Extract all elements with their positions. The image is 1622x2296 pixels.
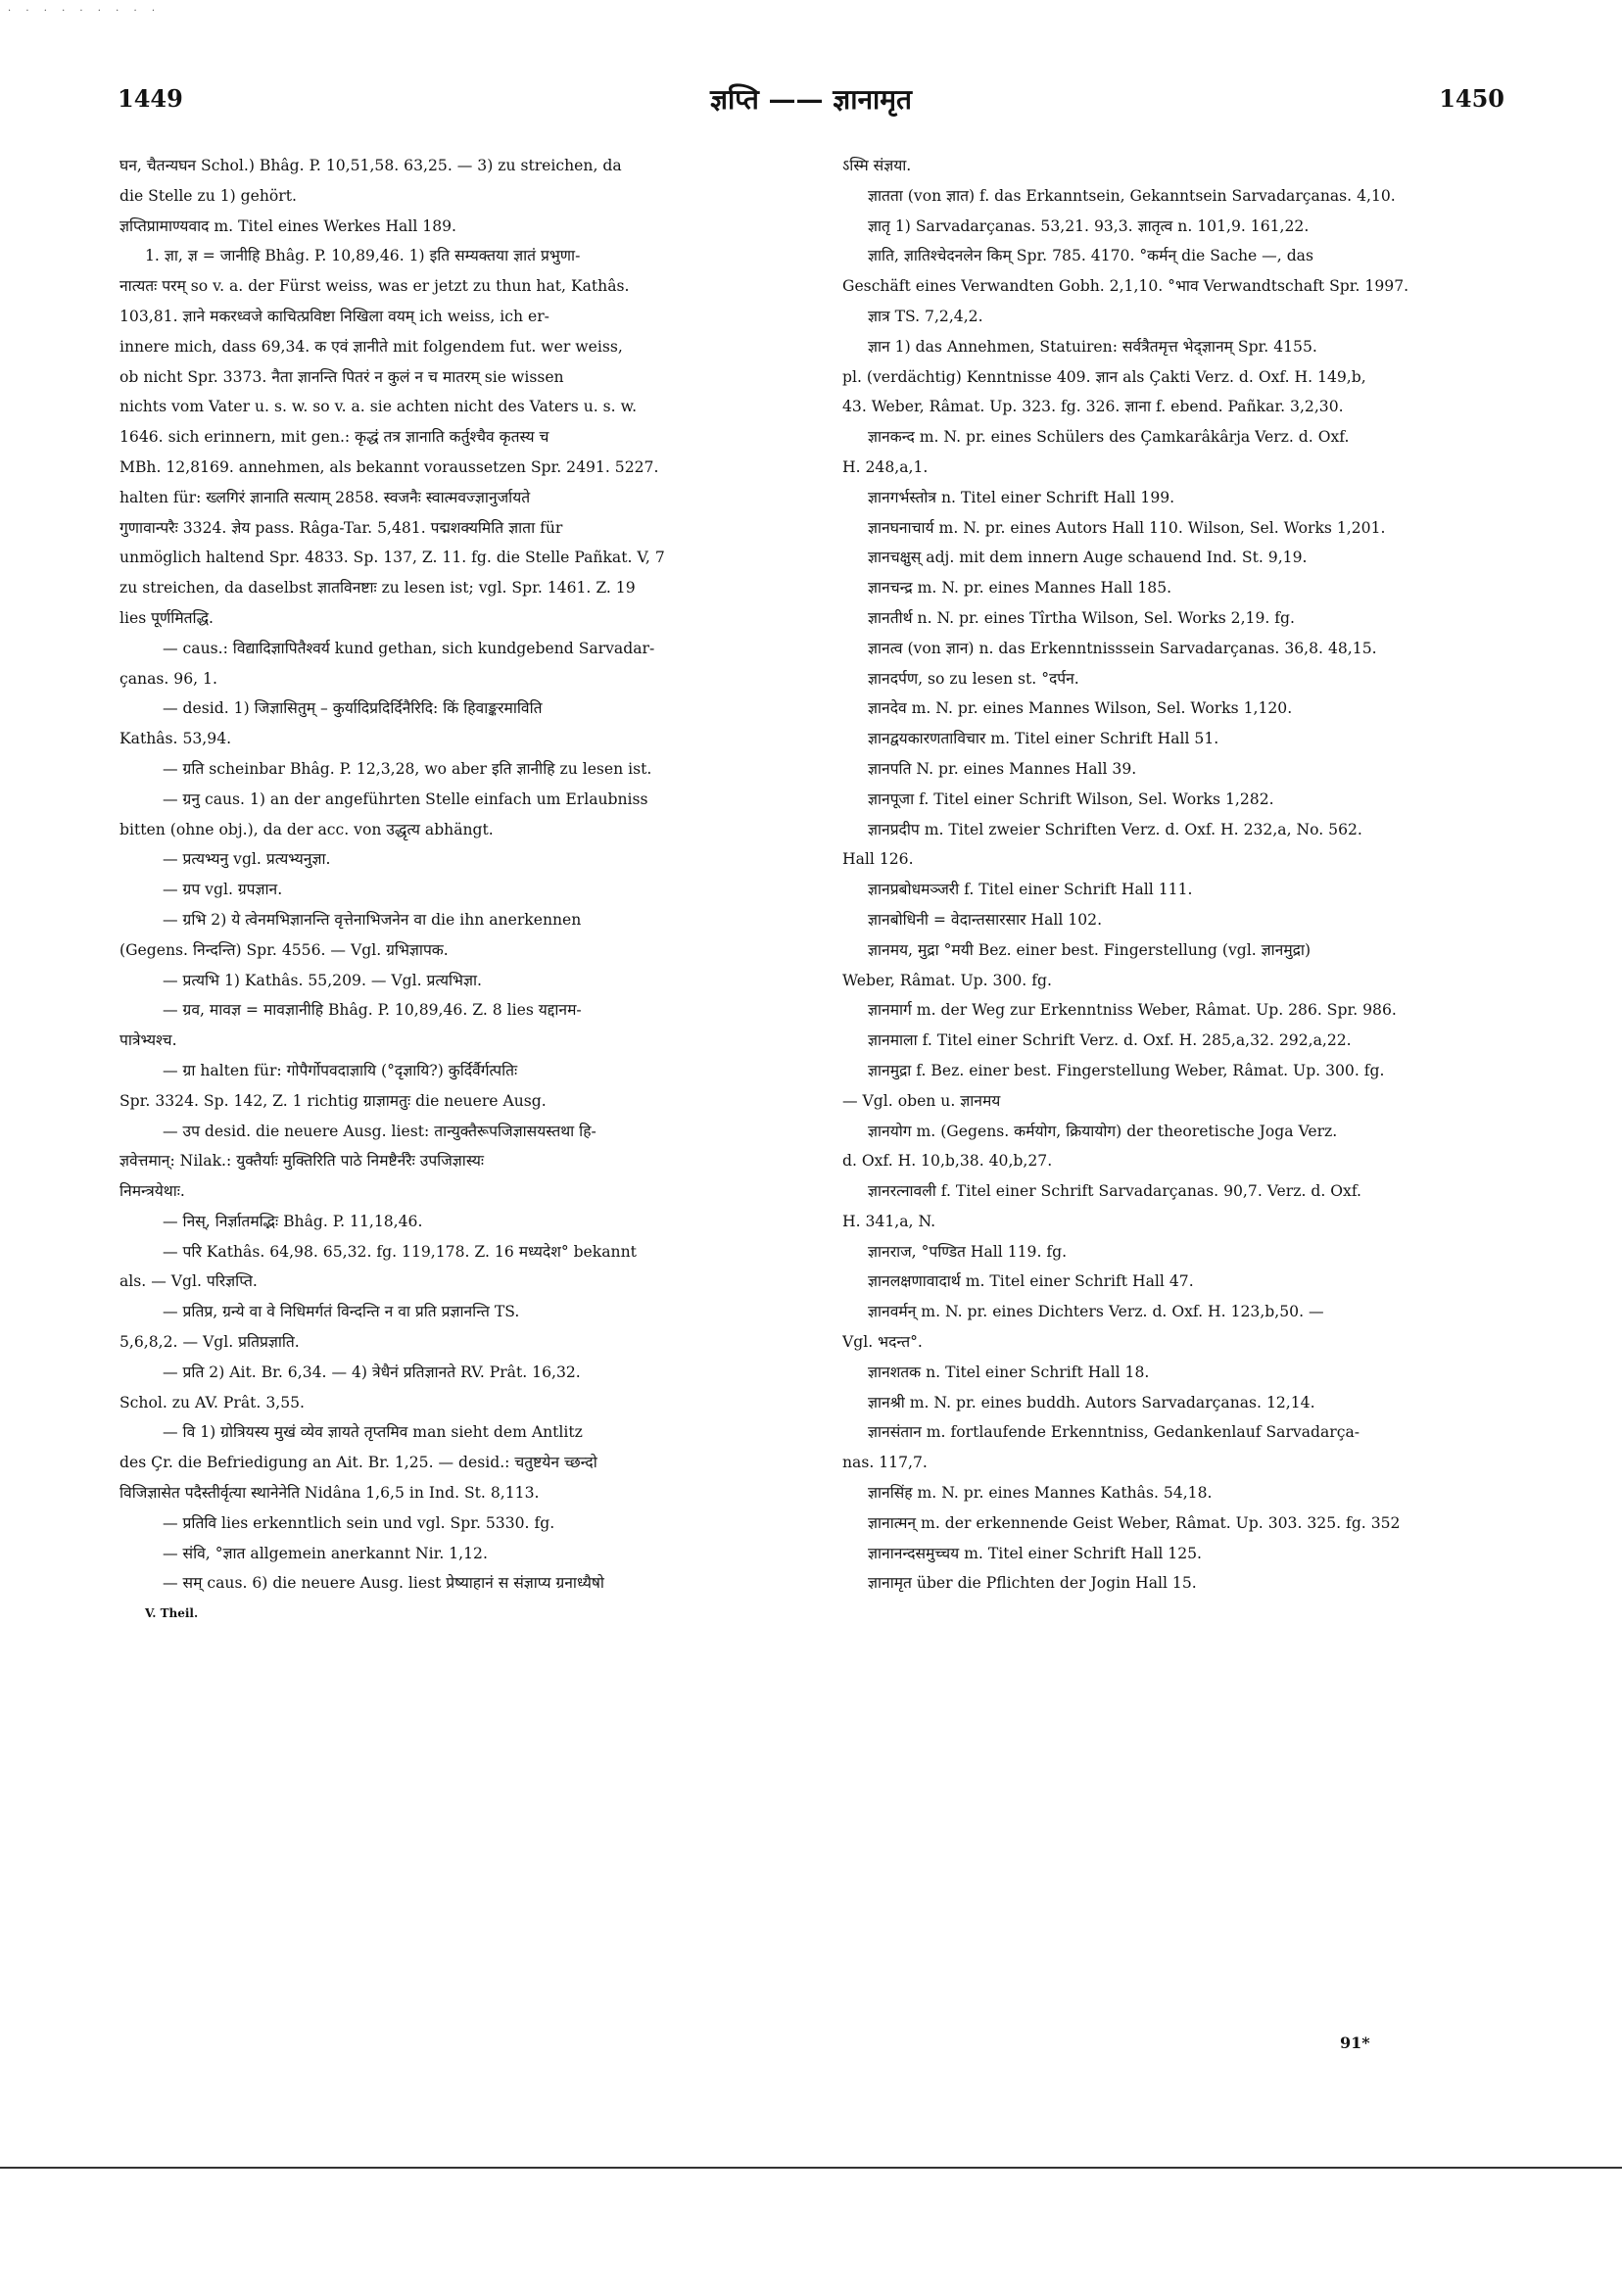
entry-line: ज्ञानदेव m. N. pr. eines Mannes Wilson, Sel. Works 1,120. xyxy=(868,699,1293,718)
left-column xyxy=(119,151,805,1629)
entry-line: 103,81. ज्ञाने मकरध्वजे काचित्प्रविष्टा निखिला वयम् ich weiss, ich er- xyxy=(119,307,549,325)
entry-line: ज्ञानमाला f. Titel einer Schrift Verz. d. Oxf. H. 285,a,32. 292,a,22. xyxy=(868,1031,1352,1050)
entry-line: 1646. sich erinnern, mit gen.: कृद्धं तत्र ज्ञानाति कर्तुश्चैव कृतस्य च xyxy=(119,428,549,447)
entry-line: Geschäft eines Verwandten Gobh. 2,1,10. °भाव Verwandtschaft Spr. 1997. xyxy=(842,277,1409,296)
entry-line: als. — Vgl. परिज्ञप्ति. xyxy=(119,1272,258,1291)
entry-line: ज्ञवेत्तमान्: Nilak.: युक्तैर्याः मुक्तिरिति पाठे निमष्टैर्नरैः उपजिज्ञास्यः xyxy=(119,1152,485,1171)
entry-line: MBh. 12,8169. annehmen, als bekannt voraussetzen Spr. 2491. 5227. xyxy=(119,457,659,476)
entry-line: — प्रति 2) Ait. Br. 6,34. — 4) त्रेधैनं प्रतिज्ञानते RV. Prât. 16,32. xyxy=(163,1363,581,1381)
entry-line: ज्ञाति, ज्ञातिश्चेदनलेन किम् Spr. 785. 4170. °कर्मन् die Sache —, das xyxy=(868,247,1313,265)
entry-line: — ग्रव, मावज्ञ = मावज्ञानीहि Bhâg. P. 10,89,46. Z. 8 lies यद्दानम- xyxy=(163,1001,582,1020)
entry-line: — ग्रनु caus. 1) an der angeführten Stelle einfach um Erlaubniss xyxy=(163,789,648,808)
page-number-right: 1450 xyxy=(1439,84,1504,113)
entry-line: ज्ञान 1) das Annehmen, Statuiren: सर्वत्रैतमृत्त भेद्ज्ञानम् Spr. 4155. xyxy=(868,337,1317,356)
entry-line: ज्ञानमार्ग m. der Weg zur Erkenntniss Weber, Râmat. Up. 286. Spr. 986. xyxy=(868,1001,1397,1020)
entry-line: — परि Kathâs. 64,98. 65,32. fg. 119,178. Z. 16 मध्यदेश° bekannt xyxy=(163,1242,637,1261)
entry-line: ज्ञानप्रबोधमञ्जरी f. Titel einer Schrift Hall 111. xyxy=(868,881,1193,899)
entry-line: çanas. 96, 1. xyxy=(119,669,217,688)
entry-line: ज्ञानगर्भस्तोत्र n. Titel einer Schrift Hall 199. xyxy=(868,488,1175,506)
entry-line: innere mich, dass 69,34. क एवं ज्ञानीते mit folgendem fut. wer weiss, xyxy=(119,337,623,356)
entry-line: lies पूर्णमितद्धि. xyxy=(119,608,215,627)
entry-line: Kathâs. 53,94. xyxy=(119,730,232,748)
entry-line: (Gegens. निन्दन्ति) Spr. 4556. — Vgl. ग्रभिज्ञापक. xyxy=(119,940,449,959)
entry-line: ज्ञानश्री m. N. pr. eines buddh. Autors Sarvadarçanas. 12,14. xyxy=(868,1393,1315,1411)
entry-line: — ग्रा halten für: गोपैर्गोपवदाज्ञायि (°दृज्ञायि?) कुर्दिर्वैर्गत्पतिः xyxy=(163,1061,518,1079)
entry-line: ज्ञात्र TS. 7,2,4,2. xyxy=(868,307,983,325)
entry-line: ज्ञानात्मन् m. der erkennende Geist Weber, Râmat. Up. 303. 325. fg. 352 xyxy=(868,1513,1401,1532)
entry-line: nas. 117,7. xyxy=(842,1454,928,1472)
entry-line: पात्रेभ्यश्च. xyxy=(119,1031,177,1050)
entry-line: — प्रतिवि lies erkenntlich sein und vgl. Spr. 5330. fg. xyxy=(163,1513,555,1532)
entry-line: pl. (verdächtig) Kenntnisse 409. ज्ञान als Çakti Verz. d. Oxf. H. 149,b, xyxy=(842,367,1366,386)
entry-line: ज्ञानसिंह m. N. pr. eines Mannes Kathâs. 54,18. xyxy=(868,1484,1213,1503)
entry-line: H. 248,a,1. xyxy=(842,457,929,476)
entry-line: — संवि, °ज्ञात allgemein anerkannt Nir. 1,12. xyxy=(163,1544,488,1562)
entry-line: 5,6,8,2. — Vgl. प्रतिप्रज्ञाति. xyxy=(119,1333,300,1352)
entry-line: ज्ञानदर्पण, so zu lesen st. °दर्पन. xyxy=(868,669,1079,688)
entry-line: unmöglich haltend Spr. 4833. Sp. 137, Z. 11. fg. die Stelle Pañkat. V, 7 xyxy=(119,549,665,567)
entry-line: ज्ञानकन्द m. N. pr. eines Schülers des Çamkarâkârja Verz. d. Oxf. xyxy=(868,428,1350,447)
entry-line: H. 341,a, N. xyxy=(842,1212,936,1230)
entry-line: ज्ञानचक्षुस् adj. mit dem innern Auge schauend Ind. St. 9,19. xyxy=(868,549,1308,567)
page-header xyxy=(118,84,1504,123)
entry-line: 43. Weber, Râmat. Up. 323. fg. 326. ज्ञाना f. ebend. Pañkar. 3,2,30. xyxy=(842,398,1344,416)
entry-line: ज्ञप्तिप्रामाण्यवाद m. Titel eines Werkes Hall 189. xyxy=(119,216,456,235)
entry-line: ज्ञातृ 1) Sarvadarçanas. 53,21. 93,3. ज्ञातृत्व n. 101,9. 161,22. xyxy=(868,216,1310,235)
entry-line: ज्ञानतीर्थ n. N. pr. eines Tîrtha Wilson, Sel. Works 2,19. fg. xyxy=(868,608,1295,627)
entry-line: 1. ज्ञा, ज्ञ = जानीहि Bhâg. P. 10,89,46. 1) इति सम्यक्तया ज्ञातं प्रभुणा- xyxy=(145,247,581,265)
entry-line: Weber, Râmat. Up. 300. fg. xyxy=(842,971,1052,989)
entry-line: ज्ञानवर्मन् m. N. pr. eines Dichters Verz. d. Oxf. H. 123,b,50. — xyxy=(868,1303,1324,1321)
entry-line: ज्ञानशतक n. Titel einer Schrift Hall 18. xyxy=(868,1363,1150,1381)
entry-line: ज्ञानद्वयकारणताविचार m. Titel einer Schrift Hall 51. xyxy=(868,730,1219,748)
entry-line: विजिज्ञासेत पदैस्तीर्वृत्या स्थानेनेति Nidâna 1,6,5 in Ind. St. 8,113. xyxy=(119,1484,540,1503)
entry-line: — वि 1) ग्रोत्रियस्य मुखं व्येव ज्ञायते तृप्तमिव man sieht dem Antlitz xyxy=(163,1423,583,1442)
entry-line: Spr. 3324. Sp. 142, Z. 1 richtig ग्राज्ञामतुः die neuere Ausg. xyxy=(119,1091,547,1110)
entry-line: zu streichen, da daselbst ज्ञातविनष्टाः zu lesen ist; vgl. Spr. 1461. Z. 19 xyxy=(119,579,636,598)
entry-line: ज्ञानमुद्रा f. Bez. einer best. Fingerstellung Weber, Râmat. Up. 300. fg. xyxy=(868,1061,1385,1079)
entry-line: — Vgl. oben u. ज्ञानमय xyxy=(842,1091,1001,1110)
entry-line: ob nicht Spr. 3373. नैता ज्ञानन्ति पितरं न कुलं न च मातरम् sie wissen xyxy=(119,367,564,386)
entry-line: ज्ञानयोग m. (Gegens. कर्मयोग, क्रियायोग) der theoretische Joga Verz. xyxy=(868,1122,1338,1140)
entry-line: — caus.: विद्यादिज्ञापितैश्वर्य kund gethan, sich kundgebend Sarvadar- xyxy=(163,639,655,657)
entry-line: — निस्, निर्ज्ञातमद्भिः Bhâg. P. 11,18,46. xyxy=(163,1212,423,1230)
entry-line: ज्ञानलक्षणावादार्थ m. Titel einer Schrift Hall 47. xyxy=(868,1272,1194,1291)
bottom-rule xyxy=(0,2167,1622,2169)
entry-line: ज्ञानत्व (von ज्ञान) n. das Erkenntnisssein Sarvadarçanas. 36,8. 48,15. xyxy=(868,639,1377,657)
entry-line: des Çr. die Befriedigung an Ait. Br. 1,25. — desid.: चतुष्टयेन च्छन्दो xyxy=(119,1454,597,1472)
entry-line: ज्ञानघनाचार्य m. N. pr. eines Autors Hall 110. Wilson, Sel. Works 1,201. xyxy=(868,518,1386,537)
entry-line: नात्यतः परम् so v. a. der Fürst weiss, was er jetzt zu thun hat, Kathâs. xyxy=(119,277,630,296)
entry-line: ऽस्मि संज्ञया. xyxy=(842,157,912,174)
entry-line: ज्ञानपति N. pr. eines Mannes Hall 39. xyxy=(868,759,1137,778)
entry-line: Hall 126. xyxy=(842,850,914,869)
volume-mark: V. Theil. xyxy=(145,1606,199,1621)
entry-line: ज्ञातता (von ज्ञात) f. das Erkanntsein, Gekanntsein Sarvadarçanas. 4,10. xyxy=(868,186,1396,205)
entry-line: bitten (ohne obj.), da der acc. von उद्धृत्य abhängt. xyxy=(119,820,494,838)
entry-line: Vgl. भदन्त°. xyxy=(842,1333,923,1352)
signature-mark: 91* xyxy=(1340,2033,1370,2052)
entry-line: निमन्त्रयेथाः. xyxy=(119,1182,185,1201)
right-column xyxy=(842,151,1508,1599)
entry-line: nichts vom Vater u. s. w. so v. a. sie achten nicht des Vaters u. s. w. xyxy=(119,398,638,416)
entry-line: die Stelle zu 1) gehört. xyxy=(119,186,297,205)
entry-line: घन, चैतन्यघन Schol.) Bhâg. P. 10,51,58. 63,25. — 3) zu streichen, da xyxy=(119,157,622,174)
entry-line: ज्ञानसंतान m. fortlaufende Erkenntniss, Gedankenlauf Sarvadarça- xyxy=(868,1423,1360,1442)
entry-line: — desid. 1) जिज्ञासितुम् – कुर्यादिप्रदिर्दिनैरिदि: किं हिवाङ्करमाविति xyxy=(163,699,543,718)
entry-line: halten für: ख्लगिरं ज्ञानाति सत्याम् 2858. स्वजनैः स्वात्मवज्ज्ञानुर्जायते xyxy=(119,488,531,506)
entry-line: — प्रत्यभि 1) Kathâs. 55,209. — Vgl. प्रत्यभिज्ञा. xyxy=(163,971,482,989)
entry-line: — उप desid. die neuere Ausg. liest: तान्युक्तैरूपजिज्ञासयस्तथा हि- xyxy=(163,1122,596,1140)
page-number-left: 1449 xyxy=(118,84,183,113)
entry-line: ज्ञानबोधिनी = वेदान्तसारसार Hall 102. xyxy=(868,910,1103,929)
entry-line: गुणावान्परैः 3324. ज्ञेय pass. Râga-Tar. 5,481. पद्मशक्यमिति ज्ञाता für xyxy=(119,518,563,537)
entry-line: ज्ञानरत्नावली f. Titel einer Schrift Sarvadarçanas. 90,7. Verz. d. Oxf. xyxy=(868,1182,1362,1201)
entry-line: — प्रतिप्र, ग्रन्ये वा वे निधिमर्गतं विन्दन्ति न वा प्रति प्रज्ञानन्ति TS. xyxy=(163,1303,520,1321)
entry-line: — सम् caus. 6) die neuere Ausg. liest प्रेष्याहानं स संज्ञाप्य ग्रनाध्यैषो xyxy=(163,1574,604,1593)
entry-line: ज्ञानचन्द्र m. N. pr. eines Mannes Hall 185. xyxy=(868,579,1172,598)
entry-line: ज्ञानामृत über die Pflichten der Jogin Hall 15. xyxy=(868,1574,1197,1593)
top-edge-marks: · · · · · · · · · xyxy=(8,6,162,17)
entry-line: — ग्रति scheinbar Bhâg. P. 12,3,28, wo aber इति ज्ञानीहि zu lesen ist. xyxy=(163,759,652,778)
entry-line: Schol. zu AV. Prât. 3,55. xyxy=(119,1393,305,1411)
entry-line: ज्ञानराज, °पण्डित Hall 119. fg. xyxy=(868,1242,1068,1261)
entry-line: d. Oxf. H. 10,b,38. 40,b,27. xyxy=(842,1152,1053,1171)
entry-line: ज्ञानानन्दसमुच्चय m. Titel einer Schrift Hall 125. xyxy=(868,1544,1202,1562)
running-title: ज्ञप्ति —— ज्ञानामृत xyxy=(710,83,912,116)
entry-line: ज्ञानपूजा f. Titel einer Schrift Wilson, Sel. Works 1,282. xyxy=(868,789,1274,808)
entry-line: — ग्रभि 2) ये त्वेनमभिज्ञानन्ति वृत्तेनाभिजनेन वा die ihn anerkennen xyxy=(163,910,582,929)
entry-line: — प्रत्यभ्यनु vgl. प्रत्यभ्यनुज्ञा. xyxy=(163,850,331,869)
entry-line: — ग्रप vgl. ग्रपज्ञान. xyxy=(163,881,283,899)
entry-line: ज्ञानमय, मुद्रा °मयी Bez. einer best. Fingerstellung (vgl. ज्ञानमुद्रा) xyxy=(868,940,1312,959)
entry-line: ज्ञानप्रदीप m. Titel zweier Schriften Verz. d. Oxf. H. 232,a, No. 562. xyxy=(868,820,1362,838)
